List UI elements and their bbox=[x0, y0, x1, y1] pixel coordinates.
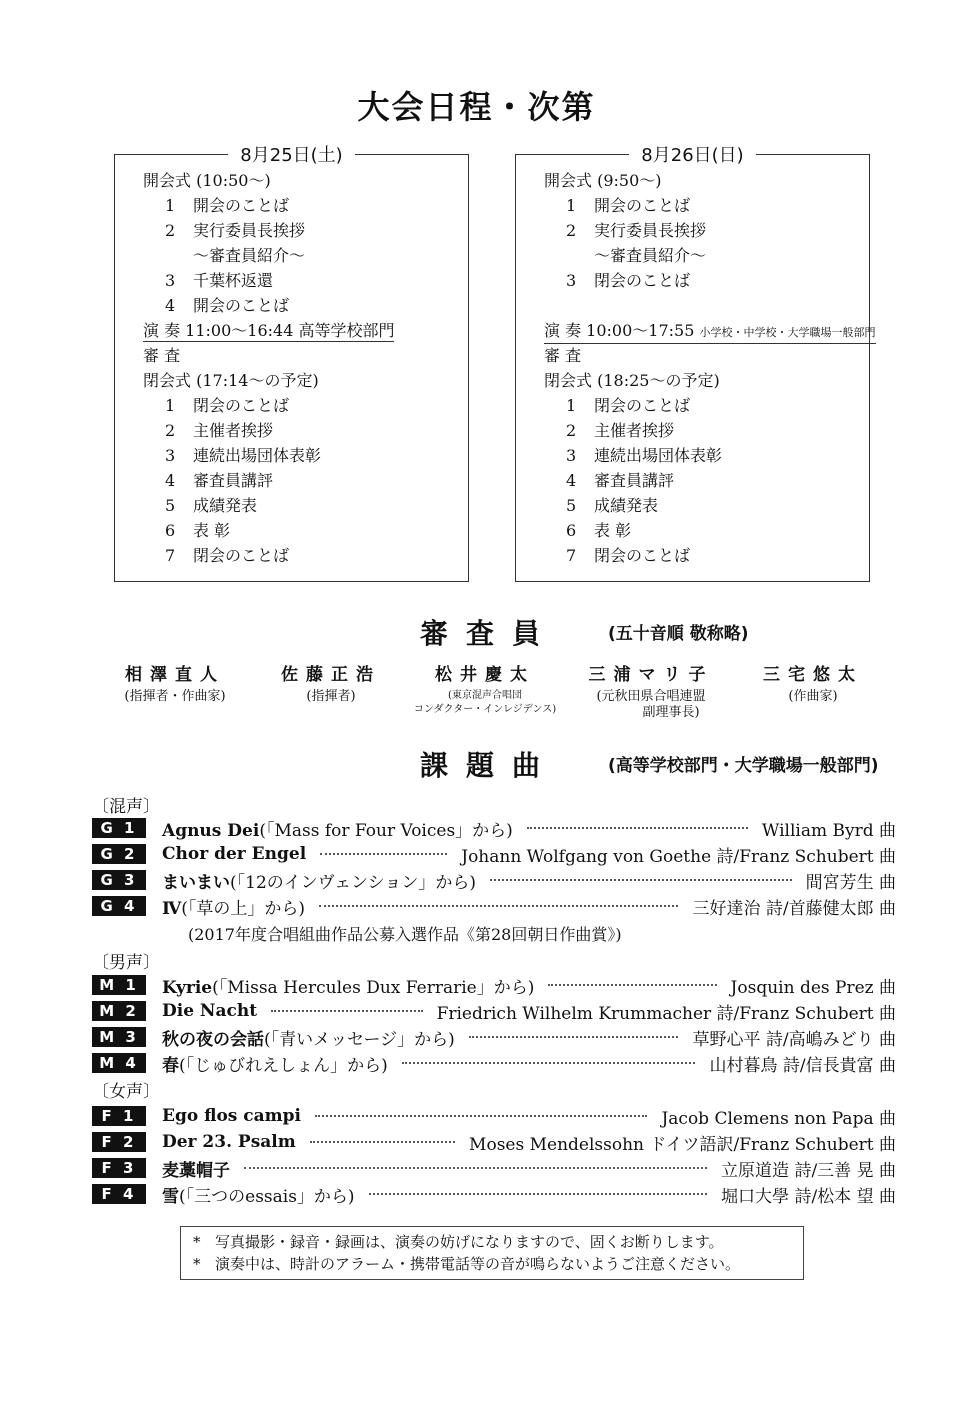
judge-name: 松井慶太 bbox=[435, 665, 535, 685]
piece-credit: 立原道造 詩/三善 晃 曲 bbox=[721, 1160, 896, 1181]
judge-role: (東京混声合唱団 bbox=[448, 690, 522, 701]
asterisk-icon: * bbox=[193, 1233, 201, 1251]
piece-title: まいまい(「12のインヴェンション」から) bbox=[162, 872, 476, 893]
piece-row bbox=[92, 842, 896, 866]
day2-closing-item: 4 審査員講評 bbox=[566, 471, 675, 490]
mixed-voice-label: 〔混声〕 bbox=[92, 797, 160, 817]
day1-closing-item: 7 閉会のことば bbox=[165, 546, 290, 565]
day2-date: 8月26日(日) bbox=[629, 145, 755, 166]
judges-heading: 審査員 bbox=[420, 617, 559, 650]
piece-title: Die Nacht bbox=[162, 1001, 258, 1021]
piece-credit: Friedrich Wilhelm Krummacher 詩/Franz Schubert 曲 bbox=[436, 1003, 896, 1024]
piece-title: Ego flos campi bbox=[162, 1106, 301, 1126]
female-voice-label: 〔女声〕 bbox=[92, 1082, 160, 1102]
piece-code: G 1 bbox=[92, 818, 146, 838]
day2-closing-item: 7 閉会のことば bbox=[566, 546, 691, 565]
piece-row bbox=[92, 1025, 896, 1049]
day1-date: 8月25日(土) bbox=[228, 145, 354, 166]
judge-role: (作曲家) bbox=[788, 689, 838, 704]
day2-closing-item: 6 表 彰 bbox=[566, 521, 632, 540]
piece-credit: 草野心平 詩/高嶋みどり 曲 bbox=[692, 1029, 896, 1050]
piece-row bbox=[92, 973, 896, 997]
day1-opening-item: 2 実行委員長挨拶 bbox=[165, 221, 306, 240]
day2-opening-item: 3 閉会のことば bbox=[566, 271, 691, 290]
piece-code: G 4 bbox=[92, 896, 146, 916]
piece-row bbox=[92, 1051, 896, 1075]
piece-row bbox=[92, 1130, 896, 1154]
day1-opening-item: 〜審査員紹介〜 bbox=[193, 246, 306, 265]
piece-code: M 1 bbox=[92, 975, 146, 995]
judge-role: (指揮者・作曲家) bbox=[124, 689, 226, 704]
male-voice-label: 〔男声〕 bbox=[92, 953, 160, 973]
day1-opening-item: 1 開会のことば bbox=[165, 196, 290, 215]
piece-code: F 1 bbox=[92, 1106, 146, 1126]
notice-line: * 写真撮影・録音・録画は、演奏の妨げになりますので、固くお断りします。 bbox=[193, 1233, 724, 1251]
day2-closing: 閉会式 (18:25〜の予定) bbox=[544, 371, 720, 390]
page-title: 大会日程・次第 bbox=[357, 88, 596, 126]
day2-opening-item: 2 実行委員長挨拶 bbox=[566, 221, 707, 240]
piece-title: Agnus Dei(「Mass for Four Voices」から) bbox=[162, 820, 513, 841]
piece-credit: Johann Wolfgang von Goethe 詩/Franz Schubert 曲 bbox=[461, 846, 896, 867]
day1-schedule-box bbox=[114, 145, 469, 582]
piece-row bbox=[92, 1182, 896, 1206]
day2-closing-item: 1 閉会のことば bbox=[566, 396, 691, 415]
day2-opening: 開会式 (9:50〜) bbox=[544, 171, 662, 190]
piece-code: G 2 bbox=[92, 844, 146, 864]
day2-opening-item: 1 開会のことば bbox=[566, 196, 691, 215]
day1-opening-item: 3 千葉杯返還 bbox=[165, 271, 274, 290]
judge-role: コンダクター・インレジデンス) bbox=[413, 704, 557, 715]
piece-title: Chor der Engel bbox=[162, 844, 307, 864]
judge-role: (指揮者) bbox=[306, 689, 356, 704]
g4-award-note: (2017年度合唱組曲作品公募入選作品《第28回朝日作曲賞》) bbox=[188, 925, 622, 944]
pieces-note: (高等学校部門・大学職場一般部門) bbox=[608, 756, 879, 776]
piece-code: M 4 bbox=[92, 1053, 146, 1073]
day1-closing-item: 6 表 彰 bbox=[165, 521, 231, 540]
day1-closing-item: 2 主催者挨拶 bbox=[165, 421, 274, 440]
judge-entry bbox=[718, 660, 908, 705]
piece-credit: 三好達治 詩/首藤健太郎 曲 bbox=[692, 898, 896, 919]
day2-closing-item: 3 連続出場団体表彰 bbox=[566, 446, 723, 465]
piece-code: F 4 bbox=[92, 1184, 146, 1204]
piece-title: 雪(「三つのessais」から) bbox=[162, 1186, 355, 1207]
piece-code: F 3 bbox=[92, 1158, 146, 1178]
piece-row bbox=[92, 894, 896, 918]
piece-credit: 堀口大學 詩/松本 望 曲 bbox=[721, 1186, 896, 1207]
day1-closing-item: 5 成績発表 bbox=[165, 496, 258, 515]
judge-entry bbox=[390, 660, 580, 717]
piece-title: 秋の夜の会話(「青いメッセージ」から) bbox=[162, 1029, 455, 1050]
piece-title: Der 23. Psalm bbox=[162, 1132, 296, 1152]
day2-schedule-box bbox=[515, 145, 876, 582]
piece-credit: 間宮芳生 曲 bbox=[805, 872, 896, 893]
piece-title: 麦藁帽子 bbox=[162, 1160, 230, 1181]
piece-title: Ⅳ(「草の上」から) bbox=[162, 898, 306, 919]
day2-opening-item: 〜審査員紹介〜 bbox=[594, 246, 707, 265]
judge-role: (元秋田県合唱連盟 bbox=[596, 689, 706, 704]
piece-credit: Josquin des Prez 曲 bbox=[730, 977, 896, 998]
judge-name: 相澤直人 bbox=[125, 665, 225, 685]
notice-line: * 演奏中は、時計のアラーム・携帯電話等の音が鳴らないようご注意ください。 bbox=[193, 1255, 741, 1273]
day2-closing-item: 5 成績発表 bbox=[566, 496, 659, 515]
judge-name: 三宅悠太 bbox=[763, 665, 863, 685]
pieces-heading: 課題曲 bbox=[420, 749, 559, 782]
day1-judging: 審 査 bbox=[143, 346, 181, 365]
piece-title: 春(「じゅびれえしょん」から) bbox=[162, 1055, 388, 1076]
judge-role: 副理事長) bbox=[642, 705, 700, 720]
judges-note: (五十音順 敬称略) bbox=[608, 624, 749, 644]
day1-closing: 閉会式 (17:14〜の予定) bbox=[143, 371, 319, 390]
piece-code: M 2 bbox=[92, 1001, 146, 1021]
judge-name: 佐藤正浩 bbox=[281, 665, 381, 685]
piece-title: Kyrie(「Missa Hercules Dux Ferrarie」から) bbox=[162, 977, 535, 998]
piece-row bbox=[92, 816, 896, 840]
day1-opening-item: 4 開会のことば bbox=[165, 296, 290, 315]
notice-box bbox=[180, 1226, 804, 1280]
piece-credit: William Byrd 曲 bbox=[761, 820, 896, 841]
piece-row bbox=[92, 1104, 896, 1128]
day1-closing-item: 3 連続出場団体表彰 bbox=[165, 446, 322, 465]
day2-performance: 演 奏 10:00〜17:55 小学校・中学校・大学職場一般部門 bbox=[544, 321, 876, 344]
piece-credit: Moses Mendelssohn ドイツ語訳/Franz Schubert 曲 bbox=[469, 1134, 896, 1155]
day1-closing-item: 1 閉会のことば bbox=[165, 396, 290, 415]
day2-judging: 審 査 bbox=[544, 346, 582, 365]
day2-closing-item: 2 主催者挨拶 bbox=[566, 421, 675, 440]
asterisk-icon: * bbox=[193, 1255, 201, 1273]
day1-closing-item: 4 審査員講評 bbox=[165, 471, 274, 490]
day2-performance-divisions: 小学校・中学校・大学職場一般部門 bbox=[699, 326, 876, 339]
piece-row bbox=[92, 868, 896, 892]
piece-code: G 3 bbox=[92, 870, 146, 890]
judge-name: 三浦マリ子 bbox=[588, 665, 714, 685]
day1-opening: 開会式 (10:50〜) bbox=[143, 171, 271, 190]
piece-code: M 3 bbox=[92, 1027, 146, 1047]
piece-credit: Jacob Clemens non Papa 曲 bbox=[661, 1108, 896, 1129]
piece-credit: 山村暮鳥 詩/信長貴富 曲 bbox=[709, 1055, 896, 1076]
piece-code: F 2 bbox=[92, 1132, 146, 1152]
day1-performance: 演 奏 11:00〜16:44 高等学校部門 bbox=[143, 321, 395, 340]
piece-row bbox=[92, 1156, 896, 1180]
piece-row bbox=[92, 999, 896, 1023]
